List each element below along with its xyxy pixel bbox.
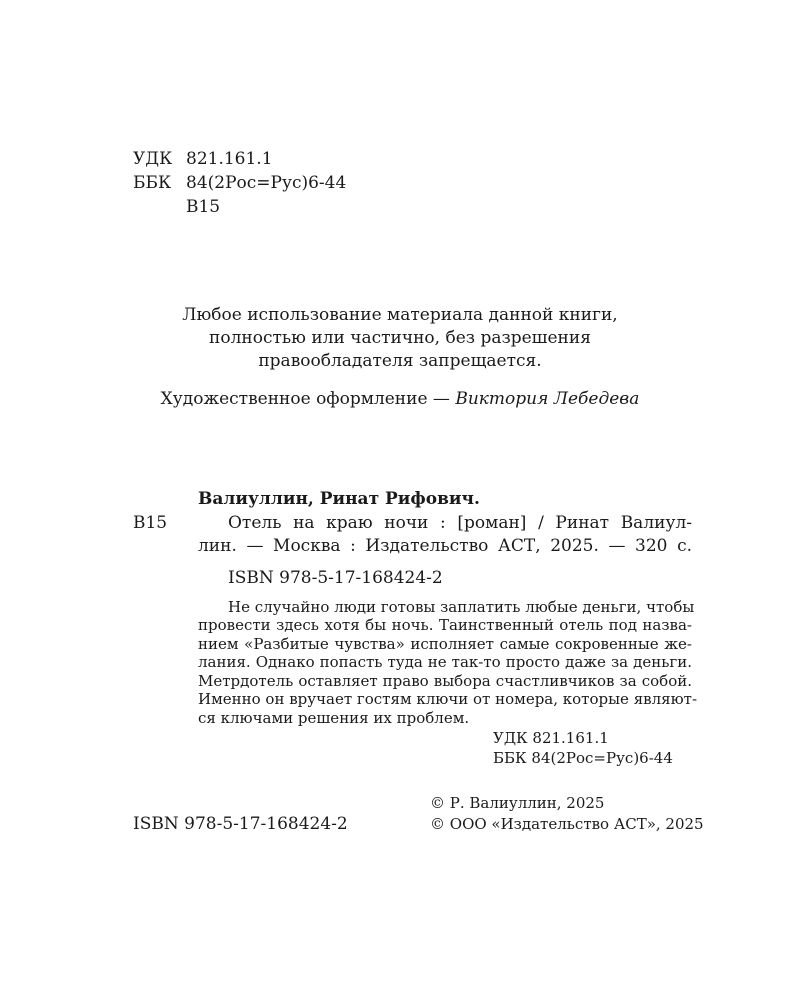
title-line-1: Отель на краю ночи : [роман] / Ринат Валиул- [228, 513, 692, 533]
design-credit-label: Художественное оформление — [160, 389, 450, 409]
annotation-line-5: Метрдотель оставляет право выбора счастливчиков за собой. [198, 672, 692, 690]
copyright-notice-line-3: правообладателя запрещается. [258, 351, 542, 371]
annotation-line-6: Именно он вручает гостям ключи от номера, которые являют- [198, 690, 698, 708]
author-heading: Валиуллин, Ринат Рифович. [198, 489, 480, 509]
bbk-line [133, 172, 346, 194]
design-credit [0, 388, 800, 410]
isbn-footer: ISBN 978-5-17-168424-2 [133, 814, 348, 834]
copyright-notice-line-2: полностью или частично, без разрешения [209, 328, 591, 348]
copyright-publisher: © ООО «Издательство АСТ», 2025 [430, 815, 704, 833]
design-credit-name: Виктория Лебедева [455, 389, 640, 409]
annotation-line-1: Не случайно люди готовы заплатить любые деньги, чтобы [228, 598, 695, 616]
annotation-line-3: нием «Разбитые чувства» исполняет самые сокровенные же- [198, 635, 692, 653]
isbn-card: ISBN 978-5-17-168424-2 [228, 568, 443, 588]
author-mark-top: В15 [186, 197, 221, 217]
copyright-notice-line-1: Любое использование материала данной книги, [182, 305, 618, 325]
annotation-line-4: лания. Однако попасть туда не так-то просто даже за деньги. [198, 653, 692, 671]
title-line-2: лин. — Москва : Издательство АСТ, 2025. — 320 с. [198, 536, 692, 556]
udk-line [133, 148, 273, 170]
annotation-line-7: ся ключами решения их проблем. [198, 709, 470, 727]
bbk-card: ББК 84(2Рос=Рус)6-44 [493, 749, 673, 767]
annotation-line-2: провести здесь хотя бы ночь. Таинственный отель под назва- [198, 616, 692, 634]
udk-label: УДК [133, 149, 173, 169]
udk-card: УДК 821.161.1 [493, 729, 609, 747]
copyright-author: © Р. Валиуллин, 2025 [430, 794, 605, 812]
udk-value: 821.161.1 [186, 149, 273, 169]
author-mark-card: В15 [133, 513, 168, 533]
bbk-label: ББК [133, 173, 172, 193]
bbk-value: 84(2Рос=Рус)6-44 [186, 173, 347, 193]
